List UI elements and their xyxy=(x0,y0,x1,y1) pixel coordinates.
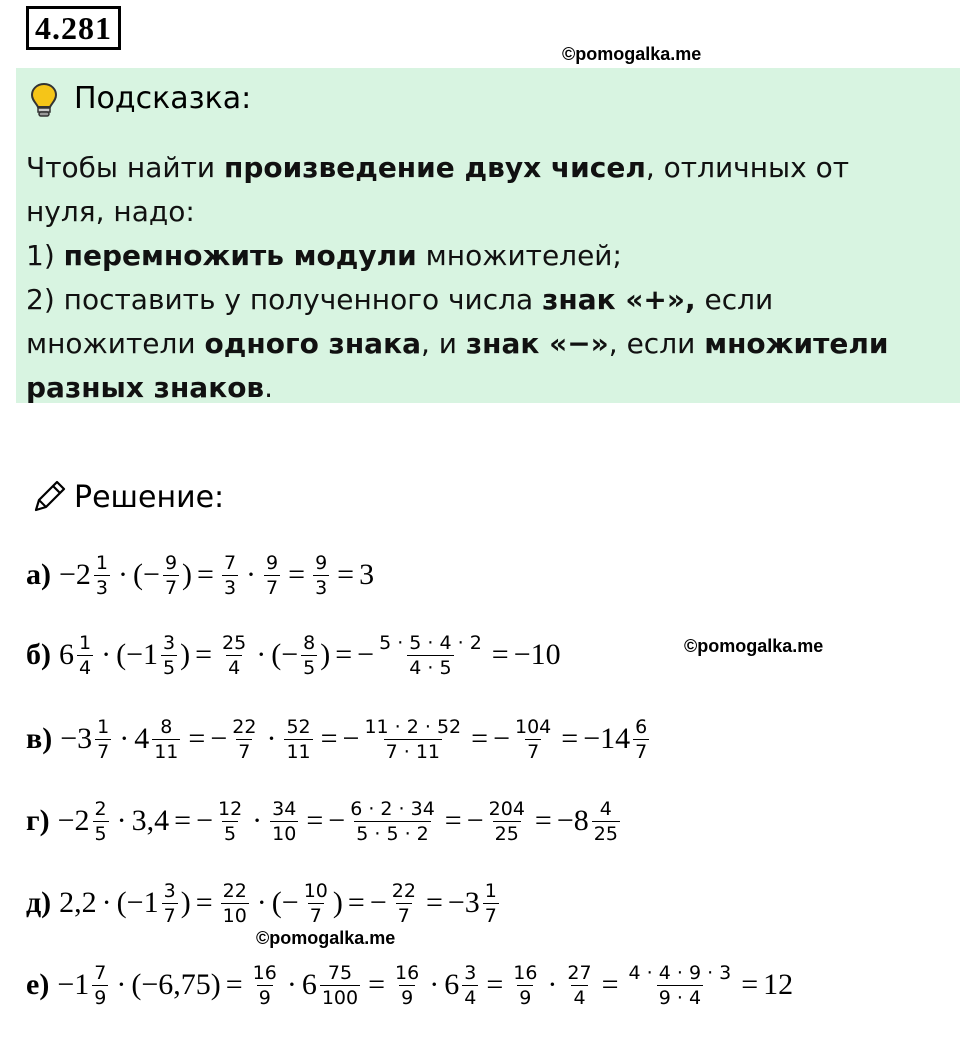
term: − xyxy=(196,804,213,837)
result: −3 xyxy=(447,886,480,919)
solution-title xyxy=(30,478,224,518)
term: − xyxy=(493,722,510,755)
operator: = xyxy=(425,886,443,919)
fraction: $\frac{27}{4}$ xyxy=(567,961,592,1009)
watermark: ©pomogalka.me xyxy=(256,928,396,948)
hint-p1: Чтобы найти xyxy=(26,151,224,184)
term: −3 xyxy=(60,722,93,755)
fraction: $\frac{12}{5}$ xyxy=(217,797,243,845)
operator: = xyxy=(471,722,489,755)
fraction: $\frac{34}{10}$ xyxy=(272,797,297,845)
fraction: $\frac{16}{9}$ xyxy=(252,961,277,1009)
operator: = xyxy=(306,804,324,837)
hint-s1-rest: множителей; xyxy=(416,239,622,272)
result: 3 xyxy=(359,558,375,591)
operator: = xyxy=(491,638,509,671)
fraction: $\frac{1}{7}$ xyxy=(484,879,497,927)
term: (−6,75) xyxy=(131,968,221,1001)
hint-s2-mid2: , и xyxy=(420,327,466,360)
term: −1 xyxy=(57,968,90,1001)
fraction: $\frac{8}{11}$ xyxy=(154,715,179,763)
operator: · xyxy=(256,886,267,919)
hint-s2-end: . xyxy=(264,371,274,404)
fraction: $\frac{9}{7}$ xyxy=(266,551,279,599)
fraction: $\frac{22}{10}$ xyxy=(222,879,247,927)
watermark: ©pomogalka.me xyxy=(562,44,702,64)
fraction: $\frac{22}{7}$ xyxy=(391,879,416,927)
fraction: $\frac{5 \cdot 5 \cdot 4 \cdot 2}{4 \cdot 5}$ xyxy=(379,631,482,679)
term: ( xyxy=(116,638,127,671)
label-v: в) xyxy=(26,722,53,755)
term: − xyxy=(342,722,360,755)
fraction: $\frac{11 \cdot 2 \cdot 52}{7 \cdot 11}$ xyxy=(364,715,462,763)
hint-s2-num: 2) поставить у полученного числа xyxy=(26,283,543,316)
term: − xyxy=(210,722,228,755)
fraction: $\frac{7}{3}$ xyxy=(223,551,237,599)
operator: · xyxy=(118,558,129,591)
hint-title-text: Подсказка: xyxy=(74,81,252,116)
operator: = xyxy=(741,968,759,1001)
operator: · xyxy=(266,722,277,755)
term: − xyxy=(357,638,375,671)
watermark: ©pomogalka.me xyxy=(684,636,824,656)
solution-row-a xyxy=(26,540,374,610)
operator: = xyxy=(288,558,306,591)
term: (− xyxy=(271,886,299,919)
operator: = xyxy=(601,968,619,1001)
result: −14 xyxy=(583,722,631,755)
operator: · xyxy=(429,968,440,1001)
operator: = xyxy=(225,968,243,1001)
operator: · xyxy=(256,638,267,671)
result: 12 xyxy=(763,968,794,1001)
solution-row-v xyxy=(26,704,652,774)
term: 6 xyxy=(301,968,317,1001)
operator: · xyxy=(252,804,263,837)
hint-p1-bold: произведение двух чисел xyxy=(223,151,646,184)
operator: = xyxy=(195,638,213,671)
result: −8 xyxy=(556,804,589,837)
operator: · xyxy=(119,722,130,755)
fraction: $\frac{204}{25}$ xyxy=(488,797,525,845)
operator: = xyxy=(444,804,462,837)
operator: = xyxy=(320,722,338,755)
fraction: $\frac{3}{5}$ xyxy=(163,631,176,679)
operator: = xyxy=(188,722,206,755)
solution-row-g xyxy=(26,786,623,856)
operator: = xyxy=(174,804,192,837)
operator: = xyxy=(486,968,504,1001)
fraction: $\frac{16}{9}$ xyxy=(395,961,420,1009)
hint-s2-bold1: знак «+», xyxy=(542,283,696,316)
fraction: $\frac{1}{3}$ xyxy=(95,551,109,599)
hint-p1-rest: , отличных от нуля, надо: xyxy=(26,151,850,228)
solution-row-b xyxy=(26,620,561,690)
fraction: $\frac{4 \cdot 4 \cdot 9 \cdot 3}{9 \cdot 4}$ xyxy=(628,961,732,1009)
fraction: $\frac{3}{4}$ xyxy=(464,961,477,1009)
fraction: $\frac{2}{5}$ xyxy=(94,797,107,845)
fraction: $\frac{9}{3}$ xyxy=(315,551,328,599)
fraction: $\frac{1}{4}$ xyxy=(79,631,92,679)
operator: = xyxy=(197,558,214,591)
solution-title-text: Решение: xyxy=(74,480,225,515)
term: 4 xyxy=(134,722,150,755)
hint-s2-bold2: одного знака xyxy=(204,327,421,360)
operator: · xyxy=(547,968,558,1001)
operator: · xyxy=(116,804,127,837)
fraction: $\frac{75}{100}$ xyxy=(321,961,359,1009)
fraction: $\frac{104}{7}$ xyxy=(515,715,552,763)
hint-s1-bold: перемножить модули xyxy=(63,239,417,272)
hint-s2-mid3: , если xyxy=(608,327,705,360)
hint-s2-bold4: множители разных знаков xyxy=(26,327,889,404)
fraction: $\frac{25}{4}$ xyxy=(222,631,247,679)
term: ) xyxy=(180,638,191,671)
label-g: г) xyxy=(26,804,50,837)
term: −2 xyxy=(57,804,90,837)
term: 6 xyxy=(444,968,460,1001)
fraction: $\frac{4}{25}$ xyxy=(593,797,618,845)
operator: = xyxy=(561,722,579,755)
hint-s2-mid1: если множители xyxy=(26,283,774,360)
term: − xyxy=(328,804,346,837)
problem-number: 4.281 xyxy=(26,6,121,50)
operator: · xyxy=(246,558,257,591)
term: ) xyxy=(180,886,191,919)
pencil-icon xyxy=(30,478,68,516)
hint-s1-num: 1) xyxy=(26,239,64,272)
term: − xyxy=(369,886,387,919)
fraction: $\frac{6 \cdot 2 \cdot 34}{5 \cdot 5 \cdot 2}$ xyxy=(350,797,435,845)
fraction: $\frac{8}{5}$ xyxy=(303,631,316,679)
label-e: е) xyxy=(26,968,50,1001)
result: −10 xyxy=(513,638,561,671)
term: ) xyxy=(182,558,193,591)
fraction: $\frac{7}{9}$ xyxy=(94,961,107,1009)
fraction: $\frac{16}{9}$ xyxy=(513,961,538,1009)
operator: · xyxy=(101,638,112,671)
term: (− xyxy=(133,558,160,591)
term: 6 xyxy=(59,638,74,671)
term: 2,2 xyxy=(59,886,97,919)
term: ) xyxy=(320,638,331,671)
operator: = xyxy=(337,558,355,591)
label-a: а) xyxy=(26,558,51,591)
operator: = xyxy=(335,638,353,671)
fraction: $\frac{52}{11}$ xyxy=(286,715,311,763)
label-d: д) xyxy=(26,886,52,919)
fraction: $\frac{6}{7}$ xyxy=(635,715,648,763)
term: −2 xyxy=(59,558,91,591)
fraction: $\frac{22}{7}$ xyxy=(232,715,257,763)
operator: · xyxy=(286,968,297,1001)
term: (− xyxy=(271,638,299,671)
operator: = xyxy=(368,968,386,1001)
term: −1 xyxy=(126,886,159,919)
operator: = xyxy=(534,804,552,837)
hint-text xyxy=(26,146,936,410)
operator: · xyxy=(101,886,112,919)
operator: · xyxy=(116,968,127,1001)
fraction: $\frac{1}{7}$ xyxy=(97,715,110,763)
hint-s2-bold3: знак «−» xyxy=(465,327,609,360)
term: ( xyxy=(116,886,127,919)
fraction: $\frac{10}{7}$ xyxy=(303,879,328,927)
label-b: б) xyxy=(26,638,51,671)
solution-row-e xyxy=(26,950,793,1020)
hint-title xyxy=(30,80,251,118)
fraction: $\frac{9}{7}$ xyxy=(164,551,178,599)
term: ) xyxy=(332,886,343,919)
term: 3,4 xyxy=(131,804,170,837)
lightbulb-icon xyxy=(30,82,58,118)
operator: = xyxy=(347,886,365,919)
term: −1 xyxy=(126,638,159,671)
term: − xyxy=(466,804,484,837)
fraction: $\frac{3}{7}$ xyxy=(163,879,176,927)
operator: = xyxy=(195,886,213,919)
